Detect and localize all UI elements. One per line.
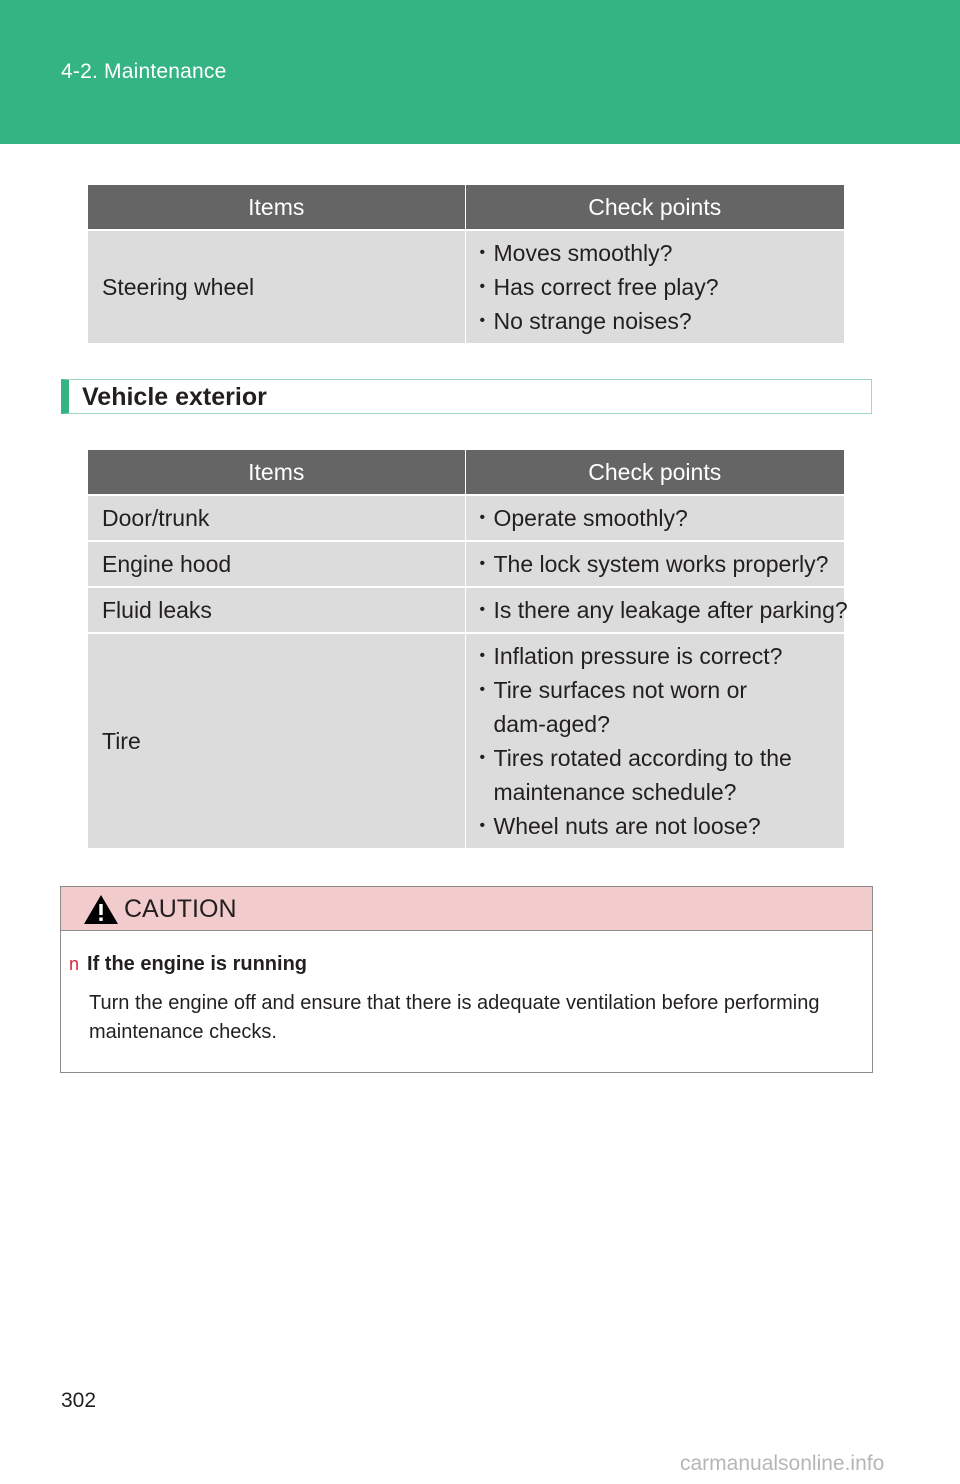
check-point: • Is there any leakage after parking? bbox=[480, 593, 843, 627]
item-cell: Fluid leaks bbox=[88, 587, 465, 633]
item-cell: Tire bbox=[88, 633, 465, 848]
column-header-check-points: Check points bbox=[465, 450, 844, 495]
check-point: • Operate smoothly? bbox=[480, 501, 837, 535]
item-cell: Engine hood bbox=[88, 541, 465, 587]
check-point: • Moves smoothly? bbox=[480, 236, 837, 270]
check-cell bbox=[465, 587, 848, 633]
page-number: 302 bbox=[61, 1389, 97, 1412]
check-cell bbox=[465, 633, 844, 848]
check-point: • Tires rotated according to the maintenance schedule? bbox=[480, 741, 805, 809]
header-band bbox=[0, 0, 960, 144]
warning-triangle-icon bbox=[83, 894, 119, 925]
check-point: • Wheel nuts are not loose? bbox=[480, 809, 805, 843]
caution-header bbox=[61, 887, 872, 931]
table-row bbox=[88, 230, 844, 343]
caution-body: Turn the engine off and ensure that there is adequate ventilation before performing maintenance checks. bbox=[89, 992, 820, 1043]
check-point: • Inflation pressure is correct? bbox=[480, 639, 805, 673]
column-header-items: Items bbox=[88, 185, 465, 230]
table-row bbox=[88, 541, 844, 587]
section-title: 4-2. Maintenance bbox=[61, 60, 227, 83]
item-cell: Door/trunk bbox=[88, 495, 465, 541]
item-cell: Steering wheel bbox=[88, 230, 465, 343]
interior-check-table bbox=[88, 185, 844, 343]
section-heading bbox=[61, 379, 872, 414]
check-cell bbox=[465, 541, 844, 587]
table-row bbox=[88, 587, 844, 633]
caution-heading-text: If the engine is running bbox=[87, 953, 308, 975]
caution-box bbox=[60, 886, 873, 1073]
check-point: • No strange noises? bbox=[480, 304, 837, 338]
table-row bbox=[88, 495, 844, 541]
column-header-check-points: Check points bbox=[465, 185, 844, 230]
check-point: • The lock system works properly? bbox=[480, 547, 837, 581]
bullet-marker: n bbox=[69, 954, 80, 974]
check-point: • Has correct free play? bbox=[480, 270, 837, 304]
caution-label: CAUTION bbox=[124, 895, 237, 923]
check-point: • Tire surfaces not worn or dam-aged? bbox=[480, 673, 805, 741]
caution-item-heading bbox=[69, 953, 307, 976]
column-header-items: Items bbox=[88, 450, 465, 495]
check-cell bbox=[465, 230, 844, 343]
check-cell bbox=[465, 495, 844, 541]
watermark: carmanualsonline.info bbox=[680, 1452, 885, 1475]
exterior-check-table bbox=[88, 450, 848, 848]
section-heading-text: Vehicle exterior bbox=[82, 383, 267, 411]
table-row bbox=[88, 633, 844, 848]
